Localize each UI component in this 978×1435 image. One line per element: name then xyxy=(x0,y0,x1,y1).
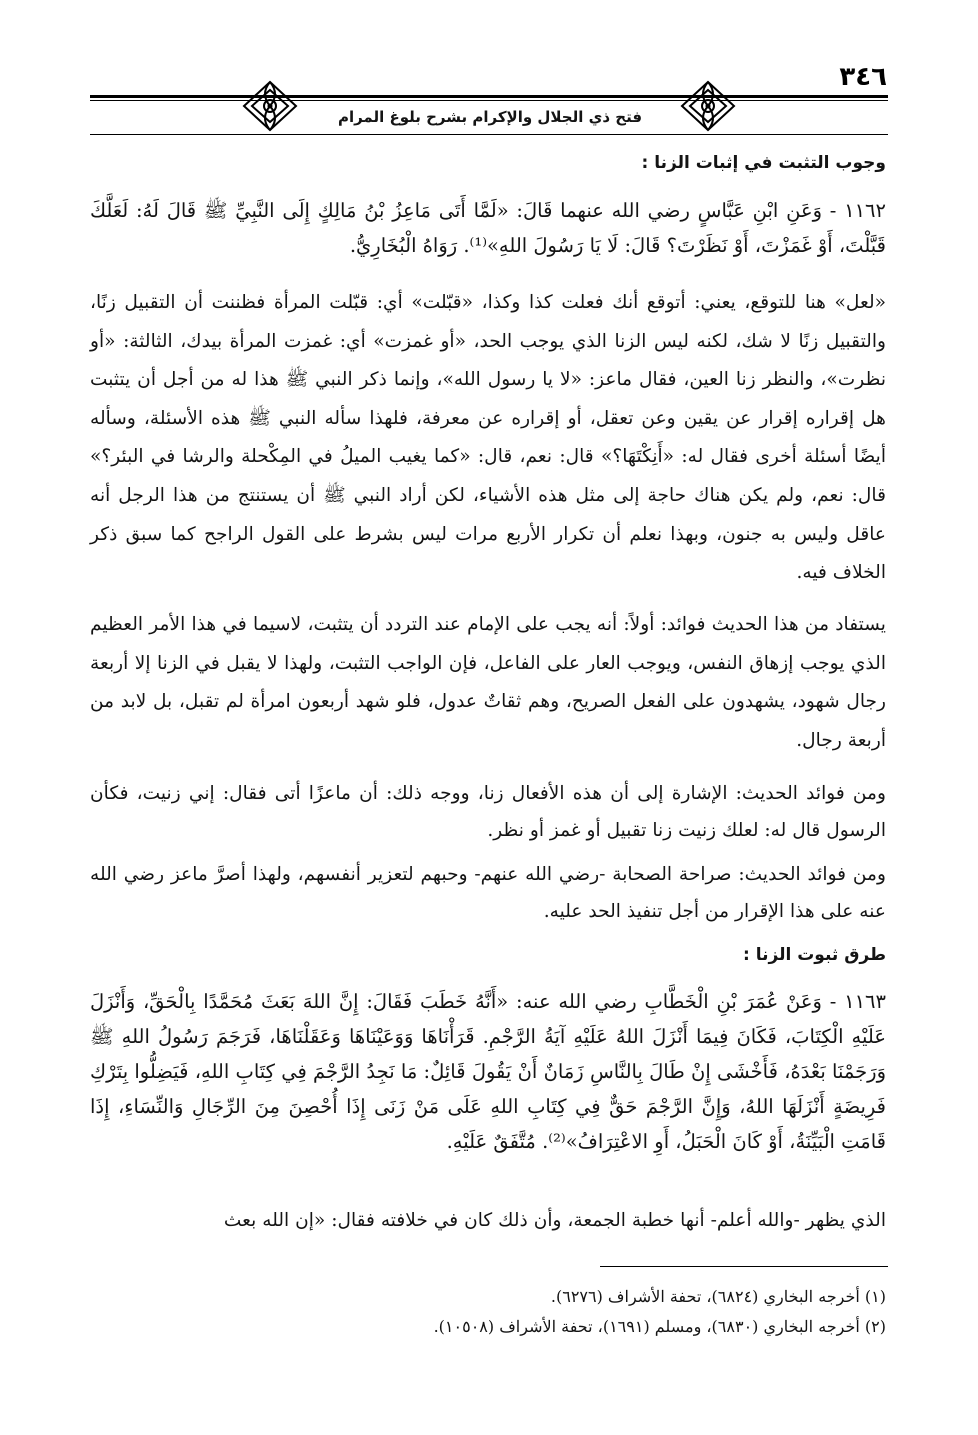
section-heading: طرق ثبوت الزنا : xyxy=(743,945,886,965)
ornament-right-icon xyxy=(678,78,738,134)
header-rule xyxy=(90,95,888,98)
ornament-left-icon xyxy=(240,78,300,134)
page-number: ٣٤٦ xyxy=(839,62,887,92)
hadith-1163: ١١٦٣ - وَعَنْ عُمَرَ بْنِ الْخَطَّابِ رضي الله عنه: «أَنَّهُ خَطَبَ فَقَالَ: إِنَّ اللهَ بَعَثَ مُحَمَّدًا بِالْحَقِّ، وَأَنْزَلَ عَلَيْهِ الْكِتَابَ، فَكَانَ فِيمَا أَنْزَلَ اللهُ عَلَيْهِ آيَةُ الرَّجْمِ. قَرَأْنَاهَا وَوَعَيْنَاهَا وَعَقَلْنَاهَا، فَرَجَمَ رَسُولُ اللهِ ﷺ وَرَجَمْنَا بَعْدَهُ، فَأَخْشَى إِنْ طَالَ بِالنَّاسِ زَمَانٌ أَنْ يَقُولَ قَائِلٌ: مَا نَجِدُ الرَّجْمَ فِي كِتَابِ اللهِ، فَيَضِلُّوا بِتَرْكِ فَرِيضَةٍ أَنْزَلَهَا اللهُ، وَإِنَّ الرَّجْمَ حَقٌّ فِي كِتَابِ اللهِ عَلَى مَنْ زَنَى إِذَا أُحْصِنَ مِنَ الرِّجَالِ وَالنِّسَاءِ، إِذَا قَامَتِ الْبَيِّنَةُ، أَوْ كَانَ الْحَبَلُ، أَوِ الاعْتِرَافُ»⁽²⁾. مُتَّفَقٌ عَلَيْهِ. xyxy=(90,990,887,1153)
running-title: فتح ذي الجلال والإكرام بشرح بلوغ المرام xyxy=(300,103,680,131)
section-heading: وجوب التثبت في إثبات الزنا : xyxy=(641,153,886,173)
footnote-rule xyxy=(600,1266,888,1267)
commentary-paragraph: ومن فوائد الحديث: الإشارة إلى أن هذه الأفعال زنا، ووجه ذلك: أن ماعزًا أتى فقال: إني زنيت، فكأن الرسول قال له: لعلك زنيت زنا تقبيل أو غمز أو نظر. xyxy=(90,783,886,841)
commentary-paragraph: «لعل» هنا للتوقع، يعني: أتوقع أنك فعلت كذا وكذا، «قبّلت» أي: قبّلت المرأة فظننت أن التقبيل زنًا، والتقبيل زنًا لا شك، لكنه ليس الزنا الذي يوجب الحد، «أو غمزت» أي: غمزت المرأة بيدك، الثالثة: «أو نظرت»، والنظر زنا العين، فقال ماعز: «لا يا رسول الله»، وإنما ذكر النبي ﷺ هذا له من أجل أن يتثبت هل إقراره إقرار عن يقين وعن تعقل، أو إقراره عن معرفة، فلهذا سأله النبي ﷺ هذه الأسئلة، وسأله أيضًا أسئلة أخرى فقال له: «أَنِكْتَهَا؟» قال: نعم، قال: «كما يغيب الميلُ في المِكْحلة والرشا في البئر؟» قال: نعم، ولم يكن هناك حاجة إلى مثل هذه الأشياء، لكن أراد النبي ﷺ أن يستنتج من هذا الرجل أنه عاقل وليس به جنون، وبهذا نعلم أن تكرار الأربع مرات ليس بشرط على القول الراجح كما سبق ذكر الخلاف فيه. xyxy=(90,292,886,584)
commentary-paragraph: ومن فوائد الحديث: صراحة الصحابة -رضي الله عنهم- وحبهم لتعزير أنفسهم، ولهذا أصرَّ ماعز رضي الله عنه على هذا الإقرار من أجل تنفيذ الحد عليه. xyxy=(90,864,886,922)
hadith-1162: ١١٦٢ - وَعَنِ ابْنِ عَبَّاسٍ رضي الله عنهما قَالَ: «لَمَّا أَتَى مَاعِزُ بْنُ مَالِكٍ إِلَى النَّبِيِّ ﷺ قَالَ لَهُ: لَعَلَّكَ قَبَّلْتَ، أَوْ غَمَزْتَ، أَوْ نَظَرْتَ؟ قَالَ: لَا يَا رَسُولَ اللهِ»⁽¹⁾. رَوَاهُ الْبُخَارِيُّ. xyxy=(90,199,886,257)
commentary-paragraph: يستفاد من هذا الحديث فوائد: أولاً: أنه يجب على الإمام عند التردد أن يتثبت، لاسيما في هذا الأمر العظيم الذي يوجب إزهاق النفس، ويوجب العار على الفاعل، فإن الواجب التثبت، ولهذا لا يقبل في الزنا إلا أربعة رجال شهود، يشهدون على الفعل الصريح، وهم ثقاتٌ عدول، فلو شهد أربعون امرأة لم تقبل، بل لابد من أربعة رجال. xyxy=(90,614,886,751)
commentary-paragraph: الذي يظهر -والله أعلم- أنها خطبة الجمعة، وأن ذلك كان في خلافته فقال: «إن الله بعث xyxy=(223,1210,886,1231)
header-rule-thin xyxy=(90,100,888,101)
header-rule-bottom xyxy=(90,134,888,135)
footnote: (١) أخرجه البخاري (٦٨٢٤)، تحفة الأشراف (٦٢٧٦). xyxy=(550,1287,886,1306)
footnote: (٢) أخرجه البخاري (٦٨٣٠)، ومسلم (١٦٩١)، تحفة الأشراف (١٠٥٠٨). xyxy=(433,1317,886,1336)
